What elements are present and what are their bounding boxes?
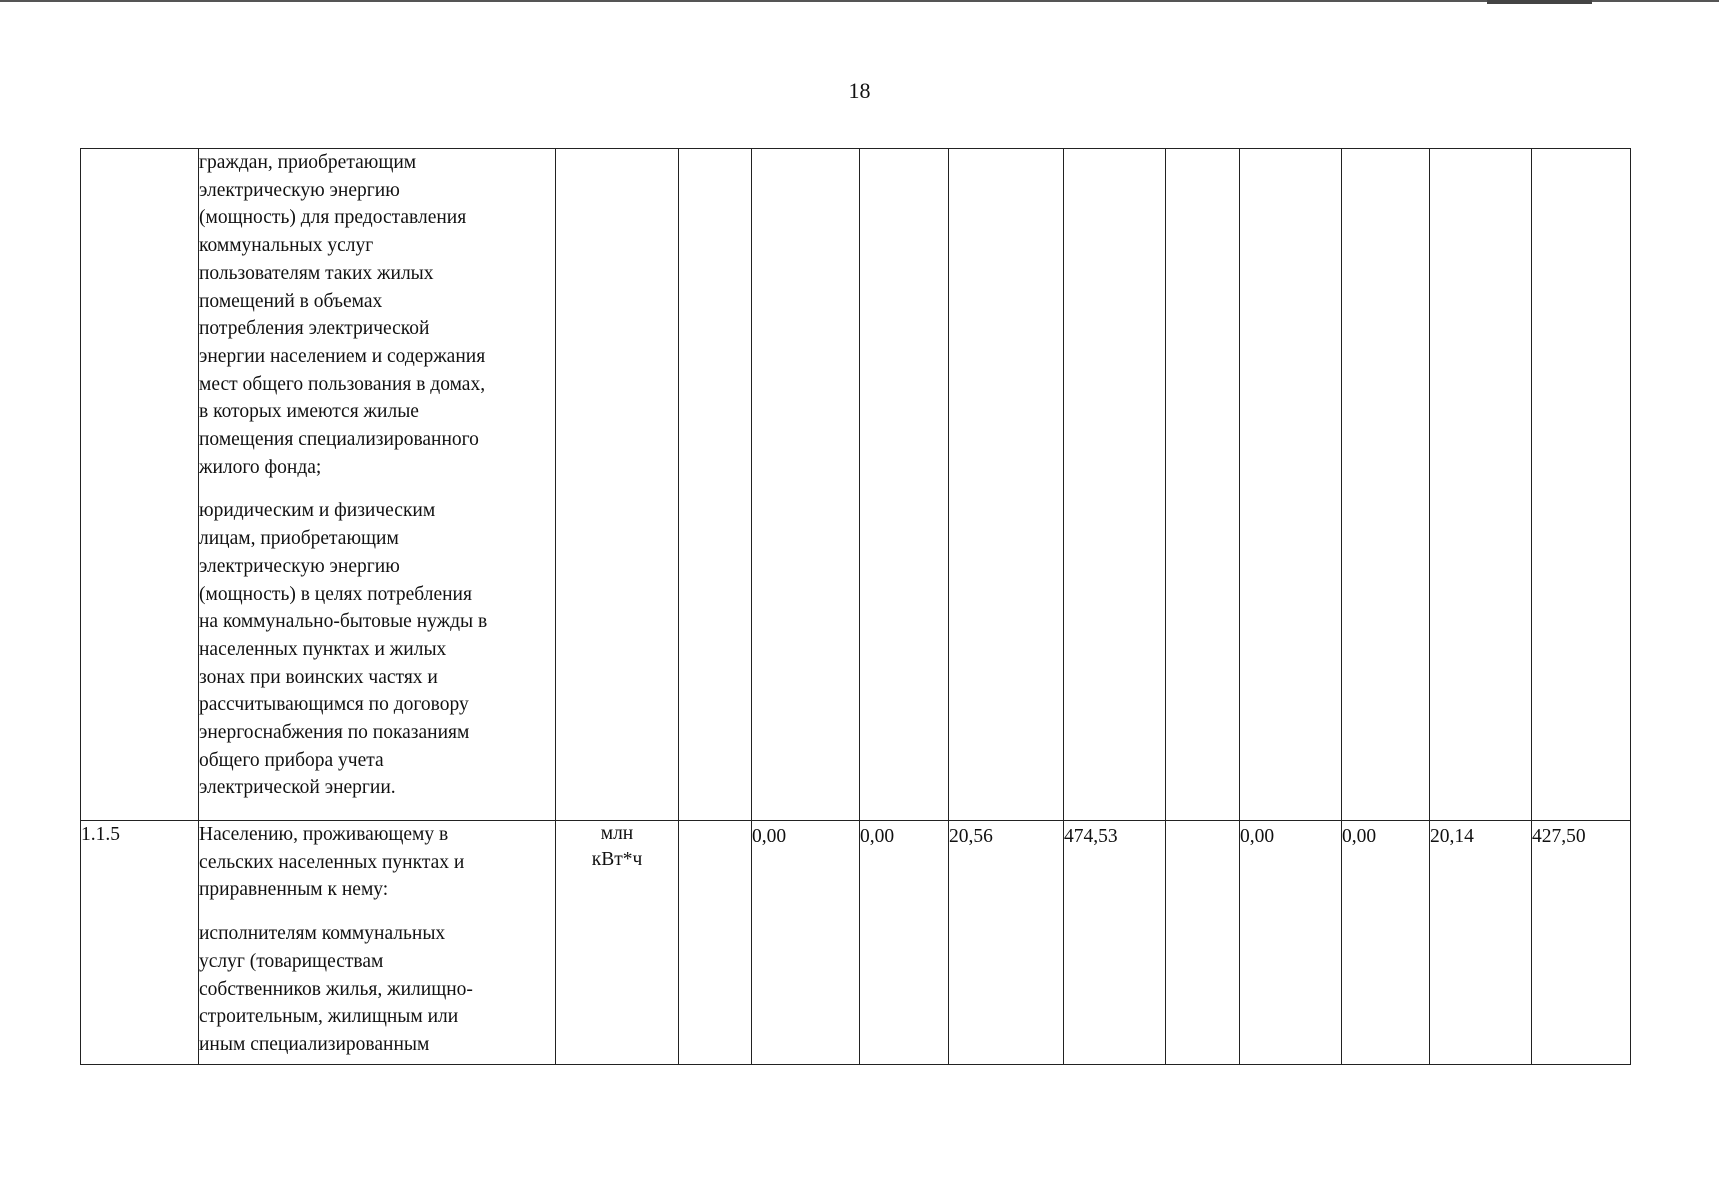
table-row-continuation xyxy=(81,149,1631,821)
description-line: услуг (товариществам xyxy=(199,950,384,972)
description-line: электрическую энергию xyxy=(199,555,400,577)
value-cell xyxy=(1532,149,1631,821)
value-cell xyxy=(1240,821,1342,1065)
description-cell xyxy=(199,149,556,821)
unit-line: кВт*ч xyxy=(591,849,643,870)
description-line: строительным, жилищным или xyxy=(199,1006,459,1028)
description-line: приравненным к нему: xyxy=(199,879,389,901)
unit-cell xyxy=(556,149,679,821)
value-cell xyxy=(679,149,752,821)
value-cell xyxy=(1430,821,1532,1065)
description-line: собственников жилья, жилищно- xyxy=(199,978,473,1000)
description-line: электрической энергии. xyxy=(199,777,396,799)
value-text: 0,00 xyxy=(1342,826,1377,847)
value-cell xyxy=(1064,149,1166,821)
description-line: помещений в объемах xyxy=(199,290,383,312)
value-cell xyxy=(752,821,860,1065)
description-line: сельских населенных пунктах и xyxy=(199,851,465,873)
value-text: 0,00 xyxy=(1240,826,1275,847)
value-cell xyxy=(679,821,752,1065)
value-cell xyxy=(1532,821,1631,1065)
tariff-table xyxy=(80,148,1631,1065)
description-line: энергии населением и содержания xyxy=(199,345,486,367)
value-text: 0,00 xyxy=(752,826,787,847)
description-line: исполнителям коммунальных xyxy=(199,923,446,945)
table-row-1-1-5 xyxy=(81,821,1631,1065)
value-text: 20,14 xyxy=(1430,826,1474,847)
description-line: коммунальных услуг xyxy=(199,235,374,257)
description-line: лицам, приобретающим xyxy=(199,528,399,550)
description-line: помещения специализированного xyxy=(199,429,479,451)
description-line: на коммунально-бытовые нужды в xyxy=(199,611,488,633)
paragraph-gap xyxy=(199,481,555,497)
value-cell xyxy=(1342,821,1430,1065)
code-cell xyxy=(81,149,199,821)
value-text: 474,53 xyxy=(1064,826,1118,847)
value-cell xyxy=(1166,821,1240,1065)
value-cell xyxy=(1430,149,1532,821)
value-cell xyxy=(752,149,860,821)
description-line: в которых имеются жилые xyxy=(199,401,419,423)
row-code: 1.1.5 xyxy=(81,821,199,1065)
description-line: граждан, приобретающим xyxy=(199,152,417,173)
description-cell xyxy=(199,821,556,1065)
description-line: иным специализированным xyxy=(199,1033,430,1055)
description-line: общего прибора учета xyxy=(199,749,384,771)
description-line: (мощность) в целях потребления xyxy=(199,583,472,605)
value-cell xyxy=(860,821,949,1065)
value-cell xyxy=(949,149,1064,821)
description-line: (мощность) для предоставления xyxy=(199,207,467,229)
description-line: рассчитывающимся по договору xyxy=(199,694,469,716)
value-cell xyxy=(1342,149,1430,821)
top-scan-border xyxy=(0,0,1719,2)
value-text: 0,00 xyxy=(860,826,895,847)
description-line: населенных пунктах и жилых xyxy=(199,638,447,660)
value-cell xyxy=(1064,821,1166,1065)
value-cell xyxy=(1166,149,1240,821)
description-line: пользователям таких жилых xyxy=(199,262,434,284)
paragraph-gap xyxy=(199,904,555,920)
top-scan-mark xyxy=(1487,0,1592,4)
description-line: жилого фонда; xyxy=(199,456,322,478)
description-line: потребления электрической xyxy=(199,318,430,340)
description-line: электрическую энергию xyxy=(199,179,400,201)
page-number: 18 xyxy=(848,78,871,103)
unit-line: млн xyxy=(600,823,634,844)
value-cell xyxy=(860,149,949,821)
unit-cell xyxy=(556,821,679,1065)
description-line: зонах при воинских частях и xyxy=(199,666,438,688)
description-line: юридическим и физическим xyxy=(199,500,436,522)
value-text: 427,50 xyxy=(1532,826,1586,847)
value-cell xyxy=(949,821,1064,1065)
value-text: 20,56 xyxy=(949,826,993,847)
description-line: мест общего пользования в домах, xyxy=(199,373,486,395)
description-line: энергоснабжения по показаниям xyxy=(199,722,470,744)
description-line: Населению, проживающему в xyxy=(199,824,449,845)
value-cell xyxy=(1240,149,1342,821)
